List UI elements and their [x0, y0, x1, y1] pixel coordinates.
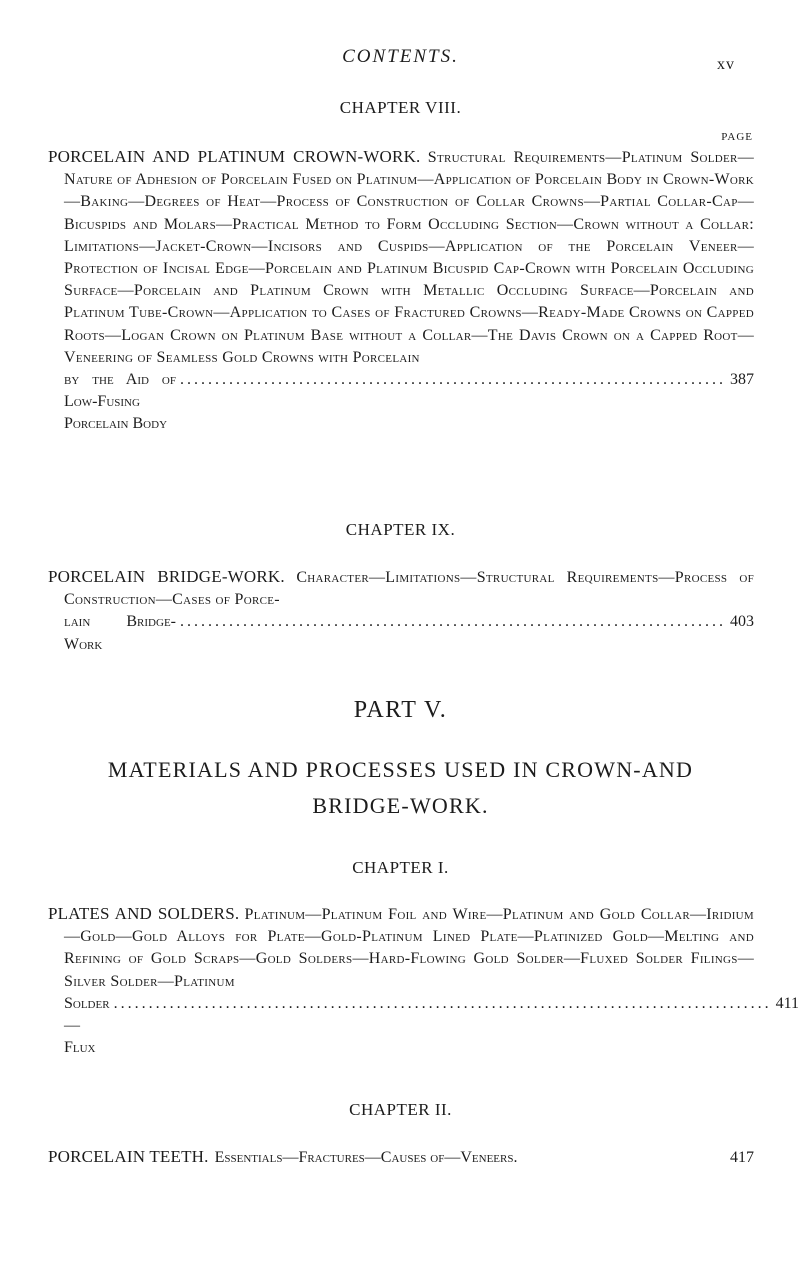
chapter-viii-heading: CHAPTER VIII.	[339, 98, 462, 117]
chapter-viii-title: PORCELAIN AND PLATINUM CROWN-WORK.	[48, 147, 421, 166]
chapter-viii-page: 387	[730, 371, 754, 389]
chapter-viii-entry	[48, 146, 754, 436]
part-v-title: MATERIALS AND PROCESSES USED IN CROWN-AND BRIDGE-WORK.	[107, 757, 694, 818]
part-v-chapter-ii-page: 417	[730, 1149, 754, 1166]
chapter-ix-entry	[48, 566, 754, 656]
page-column-label: PAGE	[721, 131, 753, 143]
chapter-ix-text: Character—Limitations—Structural Requirements—Process of Construction—Cases of Porce-	[64, 569, 755, 609]
part-v-chapter-i-last-text: Solder—Flux	[64, 994, 110, 1057]
chapter-ix-title: PORCELAIN BRIDGE-WORK.	[48, 567, 285, 586]
running-head: CONTENTS.	[342, 46, 459, 67]
part-v-chapter-ii-title: PORCELAIN TEETH.	[48, 1147, 209, 1166]
chapter-ix-last-line	[48, 611, 754, 655]
part-v-chapter-ii-entry	[48, 1146, 754, 1169]
chapter-viii-last-line	[48, 369, 754, 436]
part-v-chapter-i-text: Platinum—Platinum Foil and Wire—Platinum and Gold Collar—Iridium—Gold—Gold Alloys for Plate—Gold-Platinum Lined Plate—Platinized Gold—Melting and Refining of Gold Scraps—Gold Solders—Hard-Flowing Gold Solder—Fluxed Solder Filings—Silver Solder—Platinum	[64, 906, 755, 990]
leader-dots: ..............................................................................	[180, 371, 726, 389]
leader-dots: ..............................................................................	[180, 613, 726, 631]
part-v-chapter-i-heading: CHAPTER I.	[352, 858, 449, 877]
part-v-chapter-i-last-line	[48, 993, 799, 1060]
part-v-chapter-i-title: PLATES AND SOLDERS.	[48, 904, 240, 923]
chapter-ix-page: 403	[730, 613, 754, 631]
page-number: xv	[717, 56, 735, 73]
part-v-chapter-ii-heading: CHAPTER II.	[349, 1100, 452, 1119]
leader-dots: ..............................................................................................	[113, 994, 772, 1012]
part-v-chapter-i-page: 411	[775, 994, 799, 1012]
chapter-ix-heading: CHAPTER IX.	[345, 520, 456, 539]
part-v-chapter-ii-text: Essentials—Fractures—Causes of—Veneers.	[214, 1149, 518, 1166]
part-v-chapter-i-entry	[48, 903, 799, 1059]
part-v-chapter-ii-line	[48, 1146, 754, 1169]
part-v-heading: PART V.	[353, 697, 448, 723]
chapter-ix-last-text: lain Bridge-Work	[64, 613, 176, 653]
chapter-viii-last-text: by the Aid of Low-Fusing Porcelain Body	[64, 371, 176, 433]
chapter-viii-text: Structural Requirements—Platinum Solder—Nature of Adhesion of Porcelain Fused on Platinum—Application of Porcelain Body in Crown-Work—Baking—Degrees of Heat—Process of Construction of Collar Crowns—Partial Collar-Cap—Bicuspids and Molars—Practical Method to Form Occluding Section—Crown without a Collar: Limitations—Jacket-Crown—Incisors and Cuspids—Application of the Porcelain Veneer—Protection of Incisal Edge—Porcelain and Platinum Bicuspid Cap-Crown with Porcelain Occluding Surface—Porcelain and Platinum Crown with Metallic Occluding Surface—Porcelain and Platinum Tube-Crown—Application to Cases of Fractured Crowns—Ready-Made Crowns on Capped Roots—Logan Crown on Platinum Base without a Collar—The Davis Crown on a Capped Root—Veneering of Seamless Gold Crowns with Porcelain	[64, 149, 754, 366]
